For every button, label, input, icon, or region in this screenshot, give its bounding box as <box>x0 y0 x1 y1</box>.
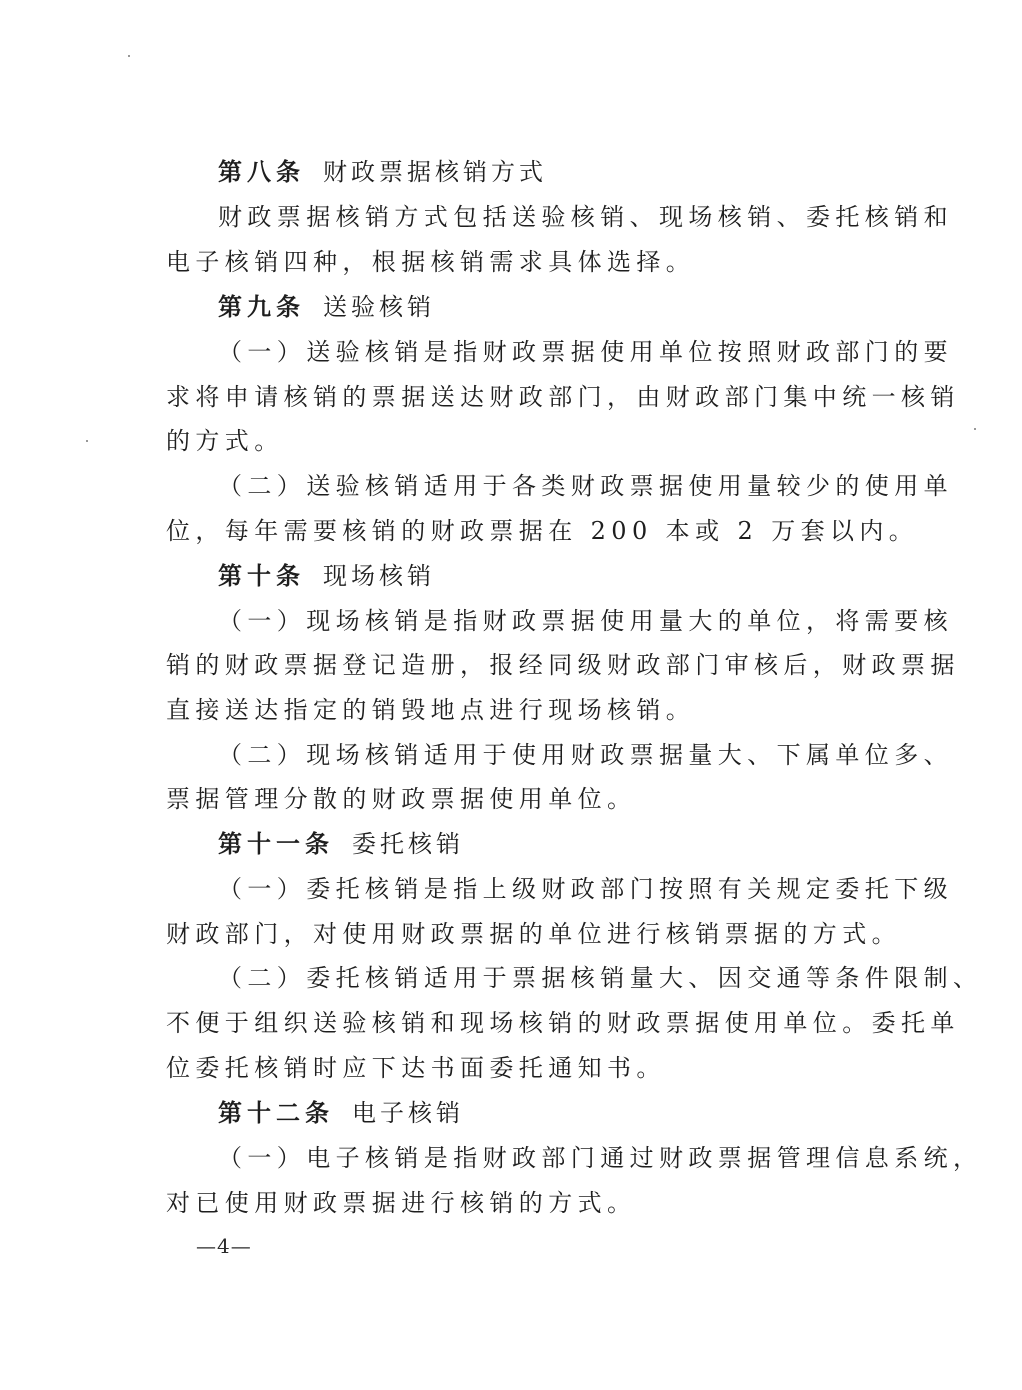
scan-speck <box>128 55 130 57</box>
article-label: 第十一条 <box>218 829 334 858</box>
article-heading <box>218 822 464 866</box>
article-heading <box>218 554 435 598</box>
article-label: 第九条 <box>218 292 305 321</box>
paragraph-line: 求将申请核销的票据送达财政部门，由财政部门集中统一核销 <box>166 383 960 411</box>
article-title: 委托核销 <box>352 830 464 858</box>
paragraph-line: （二）委托核销适用于票据核销量大、因交通等条件限制、 <box>218 964 983 992</box>
paragraph-line: 电子核销四种，根据核销需求具体选择。 <box>166 248 696 276</box>
article-label: 第十二条 <box>218 1098 334 1127</box>
paragraph-line: 的方式。 <box>166 427 284 455</box>
paragraph-line: 销的财政票据登记造册，报经同级财政部门审核后，财政票据 <box>166 651 960 679</box>
paragraph-line: （一）现场核销是指财政票据使用量大的单位，将需要核 <box>218 607 953 635</box>
paragraph-line: 直接送达指定的销毁地点进行现场核销。 <box>166 696 696 724</box>
page-number: —4— <box>196 1234 252 1258</box>
article-heading <box>218 285 435 329</box>
paragraph-line: （一）送验核销是指财政票据使用单位按照财政部门的要 <box>218 338 953 366</box>
article-label: 第八条 <box>218 157 305 186</box>
paragraph-line: 不便于组织送验核销和现场核销的财政票据使用单位。委托单 <box>166 1009 960 1037</box>
article-title: 现场核销 <box>323 562 435 590</box>
paragraph-line: （二）送验核销适用于各类财政票据使用量较少的使用单 <box>218 472 953 500</box>
paragraph-line: 票据管理分散的财政票据使用单位。 <box>166 785 637 813</box>
article-title: 财政票据核销方式 <box>323 158 547 186</box>
paragraph-line: 财政部门，对使用财政票据的单位进行核销票据的方式。 <box>166 920 901 948</box>
article-label: 第十条 <box>218 561 305 590</box>
article-title: 电子核销 <box>352 1099 464 1127</box>
paragraph-line: （一）电子核销是指财政部门通过财政票据管理信息系统， <box>218 1144 983 1172</box>
article-heading <box>218 1091 464 1135</box>
paragraph-line: 位，每年需要核销的财政票据在 200 本或 2 万套以内。 <box>166 517 919 545</box>
article-heading <box>218 150 547 194</box>
paragraph-line: （二）现场核销适用于使用财政票据量大、下属单位多、 <box>218 741 953 769</box>
paragraph-line: 财政票据核销方式包括送验核销、现场核销、委托核销和 <box>218 203 953 231</box>
paragraph-line: 位委托核销时应下达书面委托通知书。 <box>166 1054 666 1082</box>
paragraph-line: （一）委托核销是指上级财政部门按照有关规定委托下级 <box>218 875 953 903</box>
scan-speck <box>86 440 88 442</box>
article-title: 送验核销 <box>323 293 435 321</box>
scan-speck <box>974 428 976 430</box>
paragraph-line: 对已使用财政票据进行核销的方式。 <box>166 1189 637 1217</box>
